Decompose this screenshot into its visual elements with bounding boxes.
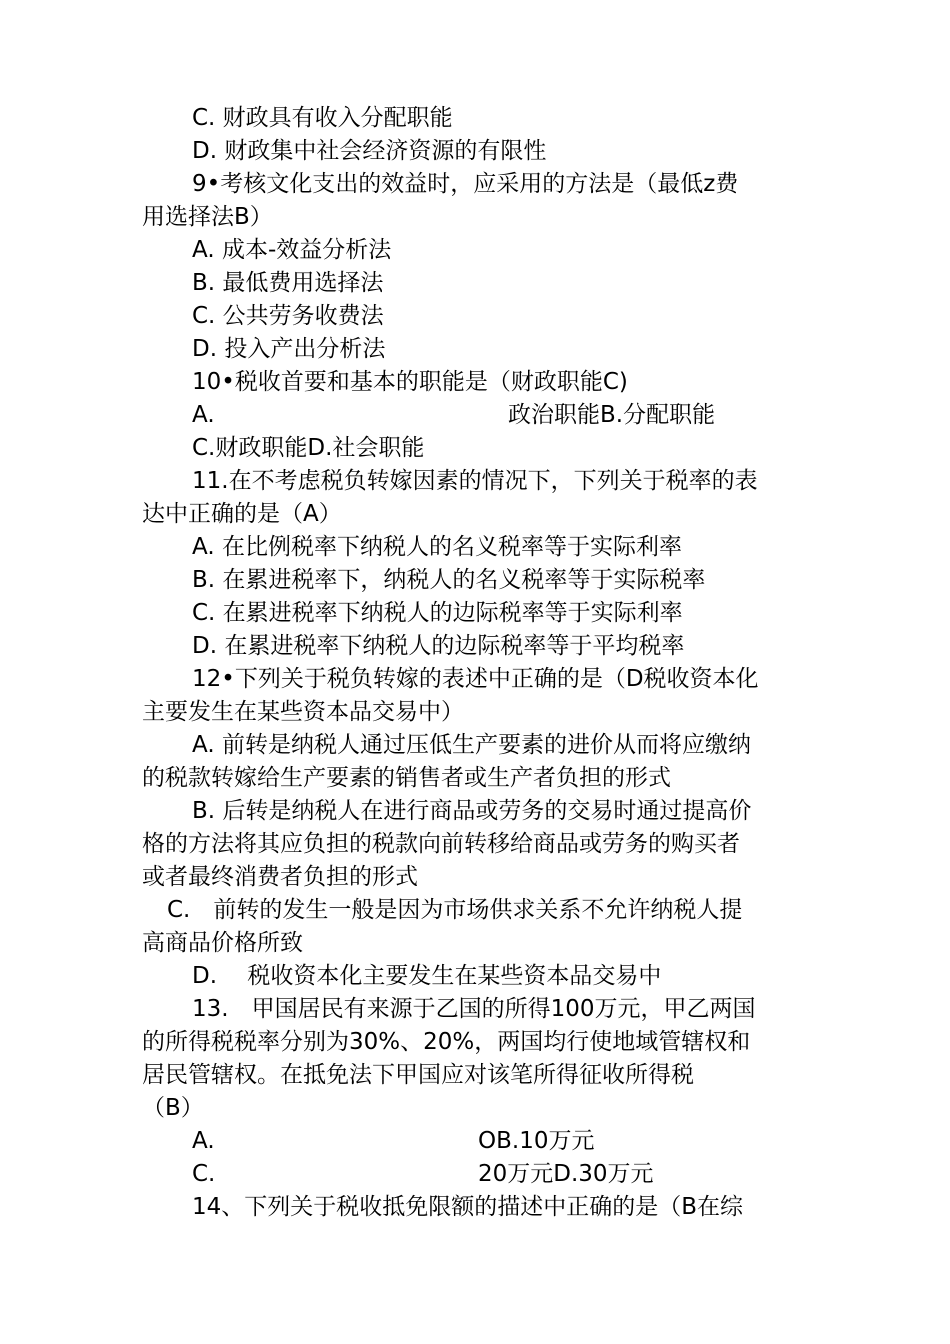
option-a-label-q13: A. [192,1128,215,1154]
question-9-line-1: 9•考核文化支出的效益时，应采用的方法是（最低z费 [192,171,739,197]
options-cd-text-q13: 20万元D.30万元 [478,1161,654,1187]
question-13-answer: （B） [142,1095,204,1121]
question-14-line-1: 14、下列关于税收抵免限额的描述中正确的是（B在综 [192,1194,744,1220]
option-b-q9: B. 最低费用选择法 [192,270,384,296]
option-a-q9: A. 成本-效益分析法 [192,237,392,263]
question-11-line-1: 11.在不考虑税负转嫁因素的情况下，下列关于税率的表 [192,468,758,494]
option-c-q8: C. 财政具有收入分配职能 [192,105,453,131]
question-11-line-2: 达中正确的是（A） [142,501,342,527]
question-9-line-2: 用选择法B） [142,204,273,230]
option-b-q12-line-2: 格的方法将其应负担的税款向前转移给商品或劳务的购买者 [142,831,740,857]
option-d-q8: D. 财政集中社会经济资源的有限性 [192,138,547,164]
option-c-label-q13: C. [192,1161,216,1187]
option-d-q9: D. 投入产出分析法 [192,336,386,362]
question-13-line-2: 的所得税税率分别为30%、20%，两国均行使地域管辖权和 [142,1029,751,1055]
options-ab-q10 [192,400,822,430]
option-a-label-q10: A. [192,402,215,428]
option-c-q12-line-1: C. 前转的发生一般是因为市场供求关系不允许纳税人提 [167,897,743,923]
option-c-q11: C. 在累进税率下纳税人的边际税率等于实际利率 [192,600,683,626]
option-d-q12: D. 税收资本化主要发生在某些资本品交易中 [192,963,662,989]
option-a-q12-line-1: A. 前转是纳税人通过压低生产要素的进价从而将应缴纳 [192,732,751,758]
options-ab-q13 [192,1126,822,1156]
option-a-q12-line-2: 的税款转嫁给生产要素的销售者或生产者负担的形式 [142,765,671,791]
option-c-q9: C. 公共劳务收费法 [192,303,384,329]
option-b-q11: B. 在累进税率下，纳税人的名义税率等于实际税率 [192,567,706,593]
option-d-q11: D. 在累进税率下纳税人的边际税率等于平均税率 [192,633,685,659]
question-12-line-2: 主要发生在某些资本品交易中） [142,699,464,725]
question-10: 10•税收首要和基本的职能是（财政职能C) [192,369,628,395]
options-ab-text-q10: 政治职能B.分配职能 [508,402,716,428]
question-13-line-1: 13. 甲国居民有来源于乙国的所得100万元，甲乙两国 [192,996,756,1022]
option-b-q12-line-1: B. 后转是纳税人在进行商品或劳务的交易时通过提高价 [192,798,752,824]
question-12-line-1: 12•下列关于税负转嫁的表述中正确的是（D税收资本化 [192,666,759,692]
option-c-q12-line-2: 高商品价格所致 [142,930,303,956]
option-b-q12-line-3: 或者最终消费者负担的形式 [142,864,418,890]
option-a-q11: A. 在比例税率下纳税人的名义税率等于实际利率 [192,534,682,560]
options-cd-q10: C.财政职能D.社会职能 [192,435,425,461]
options-ab-text-q13: OB.10万元 [478,1128,595,1154]
options-cd-q13 [192,1159,822,1189]
question-13-line-3: 居民管辖权。在抵免法下甲国应对该笔所得征收所得税 [142,1062,694,1088]
